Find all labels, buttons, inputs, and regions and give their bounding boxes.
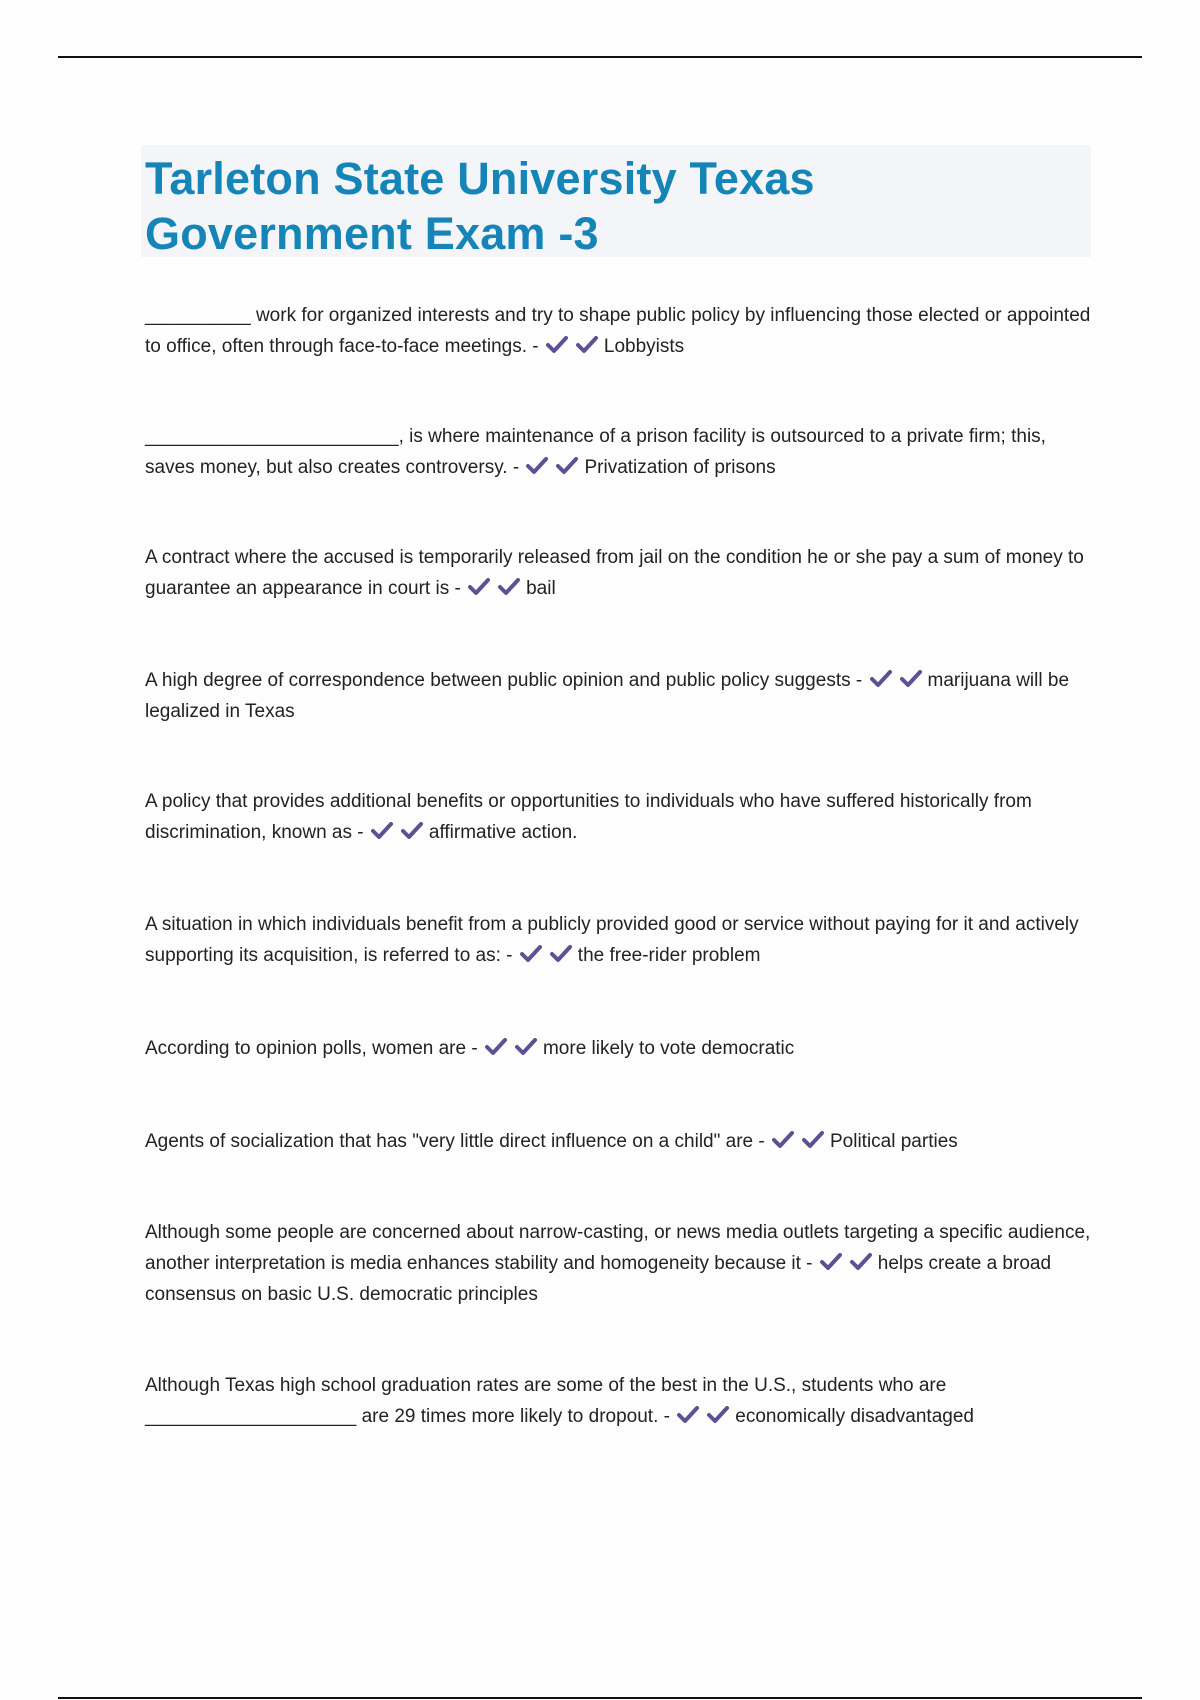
check-icon	[848, 1252, 874, 1272]
check-icon	[554, 456, 580, 476]
qa-item	[145, 542, 1095, 604]
answer-text: helps create a broad consensus on basic U.S. democratic principles	[145, 1253, 1052, 1305]
qa-item	[145, 1217, 1095, 1310]
question-text: __________ work for organized interests and try to shape public policy by influencing those elected or appointed to office, often through face-to-face meetings. -	[145, 305, 1091, 357]
bottom-rule	[58, 1697, 1142, 1699]
question-text: A contract where the accused is temporarily released from jail on the condition he or she pay a sum of money to guarantee an appearance in court is -	[145, 547, 1084, 599]
check-icon	[524, 456, 550, 476]
check-icon	[544, 335, 570, 355]
check-icon	[800, 1130, 826, 1150]
question-text: Although Texas high school graduation rates are some of the best in the U.S., students who are ____________________ are 29 times more likely to dropout. -	[145, 1375, 947, 1427]
check-icon	[466, 577, 492, 597]
top-rule	[58, 56, 1142, 58]
check-icon	[675, 1405, 701, 1425]
check-icon	[496, 577, 522, 597]
question-text: According to opinion polls, women are -	[145, 1038, 478, 1059]
check-icon	[705, 1405, 731, 1425]
check-icon	[518, 944, 544, 964]
qa-item	[145, 300, 1095, 362]
check-icon	[770, 1130, 796, 1150]
answer-text: more likely to vote democratic	[542, 1038, 795, 1059]
document-title: Tarleton State University Texas Government Exam -3	[145, 153, 815, 259]
check-icon	[548, 944, 574, 964]
qa-item	[145, 1126, 1095, 1157]
check-icon	[868, 669, 894, 689]
check-icon	[513, 1037, 539, 1057]
answer-text: Political parties	[829, 1131, 958, 1152]
qa-list	[145, 300, 1095, 1432]
answer-text: economically disadvantaged	[735, 1406, 974, 1427]
answer-text: Privatization of prisons	[584, 457, 776, 478]
question-text: Agents of socialization that has "very little direct influence on a child" are -	[145, 1131, 765, 1152]
question-text: A policy that provides additional benefits or opportunities to individuals who have suffered historically from discrimination, known as -	[145, 791, 1032, 843]
check-icon	[483, 1037, 509, 1057]
answer-text: bail	[526, 578, 556, 599]
qa-item	[145, 665, 1095, 727]
qa-item	[145, 1033, 1095, 1064]
check-icon	[898, 669, 924, 689]
check-icon	[818, 1252, 844, 1272]
qa-item	[145, 909, 1095, 971]
answer-text: the free-rider problem	[577, 945, 761, 966]
answer-text: Lobbyists	[603, 336, 685, 357]
qa-item	[145, 786, 1095, 848]
title-banner	[141, 145, 1091, 257]
check-icon	[574, 335, 600, 355]
answer-text: affirmative action.	[428, 822, 578, 843]
check-icon	[369, 821, 395, 841]
qa-item	[145, 1370, 1095, 1432]
qa-item	[145, 421, 1095, 483]
question-text: Although some people are concerned about narrow-casting, or news media outlets targeting a specific audience, another interpretation is media enhances stability and homogeneity because it -	[145, 1222, 1091, 1274]
question-text: A high degree of correspondence between public opinion and public policy suggests -	[145, 670, 863, 691]
question-text: ________________________, is where maintenance of a prison facility is outsourced to a private firm; this, saves money, but also creates controversy. -	[145, 426, 1046, 478]
check-icon	[399, 821, 425, 841]
answer-text: marijuana will be legalized in Texas	[145, 670, 1070, 722]
question-text: A situation in which individuals benefit from a publicly provided good or service without paying for it and actively supporting its acquisition, is referred to as: -	[145, 914, 1079, 966]
